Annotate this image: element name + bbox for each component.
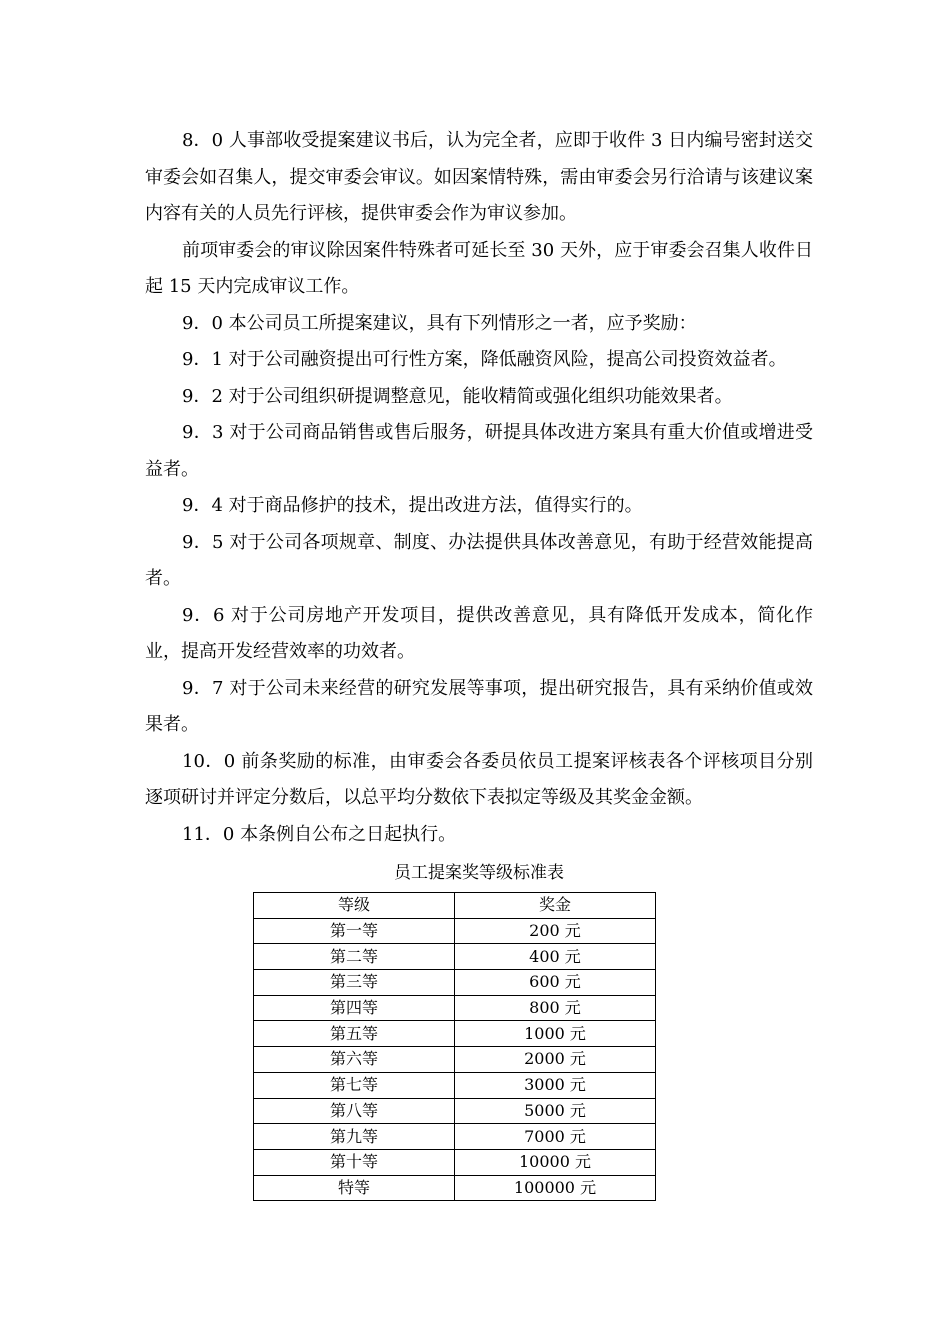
bonus-cell: 100000 元	[455, 1175, 656, 1201]
table-row	[254, 1021, 656, 1047]
bonus-cell: 5000 元	[455, 1098, 656, 1124]
level-cell: 特等	[254, 1175, 455, 1201]
level-cell: 第一等	[254, 918, 455, 944]
bonus-cell: 10000 元	[455, 1149, 656, 1175]
table-title: 员工提案奖等级标准表	[394, 863, 564, 883]
table-row	[254, 970, 656, 996]
level-cell: 第十等	[254, 1149, 455, 1175]
bonus-cell: 2000 元	[455, 1047, 656, 1073]
header-bonus: 奖金	[455, 893, 656, 919]
table-row	[254, 1124, 656, 1150]
level-cell: 第七等	[254, 1072, 455, 1098]
table-row	[254, 1149, 656, 1175]
table-row	[254, 1072, 656, 1098]
level-cell: 第三等	[254, 970, 455, 996]
bonus-cell: 1000 元	[455, 1021, 656, 1047]
table-header-row	[254, 893, 656, 919]
bonus-cell: 3000 元	[455, 1072, 656, 1098]
level-cell: 第五等	[254, 1021, 455, 1047]
bonus-cell: 600 元	[455, 970, 656, 996]
paragraph-9-4: 9．4 对于商品修护的技术，提出改进方法，值得实行的。	[182, 495, 643, 516]
paragraph-10-0: 10．0 前条奖励的标准，由审委会各委员依员工提案评核表各个评核项目分别逐项研讨并评定分数后，以总平均分数依下表拟定等级及其奖金金额。	[145, 750, 813, 808]
paragraph-9-6: 9．6 对于公司房地产开发项目，提供改善意见，具有降低开发成本，简化作业，提高开发经营效率的功效者。	[145, 604, 813, 662]
table-row	[254, 944, 656, 970]
level-cell: 第六等	[254, 1047, 455, 1073]
paragraph-11-0: 11．0 本条例自公布之日起执行。	[182, 823, 457, 845]
paragraph-9-1: 9．1 对于公司融资提出可行性方案，降低融资风险，提高公司投资效益者。	[182, 349, 787, 370]
paragraph-9-5: 9．5 对于公司各项规章、制度、办法提供具体改善意见，有助于经营效能提高者。	[145, 531, 813, 589]
table-row	[254, 995, 656, 1021]
paragraph-9-0: 9．0 本公司员工所提案建议，具有下列情形之一者，应予奖励：	[182, 312, 697, 334]
award-level-table	[253, 892, 656, 1201]
bonus-cell: 400 元	[455, 944, 656, 970]
level-cell: 第四等	[254, 995, 455, 1021]
table-row	[254, 918, 656, 944]
paragraph-9-7: 9．7 对于公司未来经营的研究发展等事项，提出研究报告，具有采纳价值或效果者。	[145, 677, 813, 735]
header-level: 等级	[254, 893, 455, 919]
bonus-cell: 200 元	[455, 918, 656, 944]
table-row	[254, 1047, 656, 1073]
paragraph-9-2: 9．2 对于公司组织研提调整意见，能收精简或强化组织功能效果者。	[182, 385, 733, 407]
level-cell: 第八等	[254, 1098, 455, 1124]
bonus-cell: 7000 元	[455, 1124, 656, 1150]
level-cell: 第九等	[254, 1124, 455, 1150]
level-cell: 第二等	[254, 944, 455, 970]
paragraph-review-deadline: 前项审委会的审议除因案件特殊者可延长至 30 天外，应于审委会召集人收件日起 15 天内完成审议工作。	[145, 239, 813, 297]
document-body	[145, 123, 813, 1201]
table-row	[254, 1175, 656, 1201]
bonus-cell: 800 元	[455, 995, 656, 1021]
paragraph-8-0: 8．0 人事部收受提案建议书后，认为完全者，应即于收件 3 日内编号密封送交审委会如召集人，提交审委会审议。如因案情特殊，需由审委会另行洽请与该建议案内容有关的人员先行评核，提供审委会作为审议参加。	[145, 130, 813, 224]
paragraph-9-3: 9．3 对于公司商品销售或售后服务，研提具体改进方案具有重大价值或增进受益者。	[145, 422, 813, 480]
table-row	[254, 1098, 656, 1124]
